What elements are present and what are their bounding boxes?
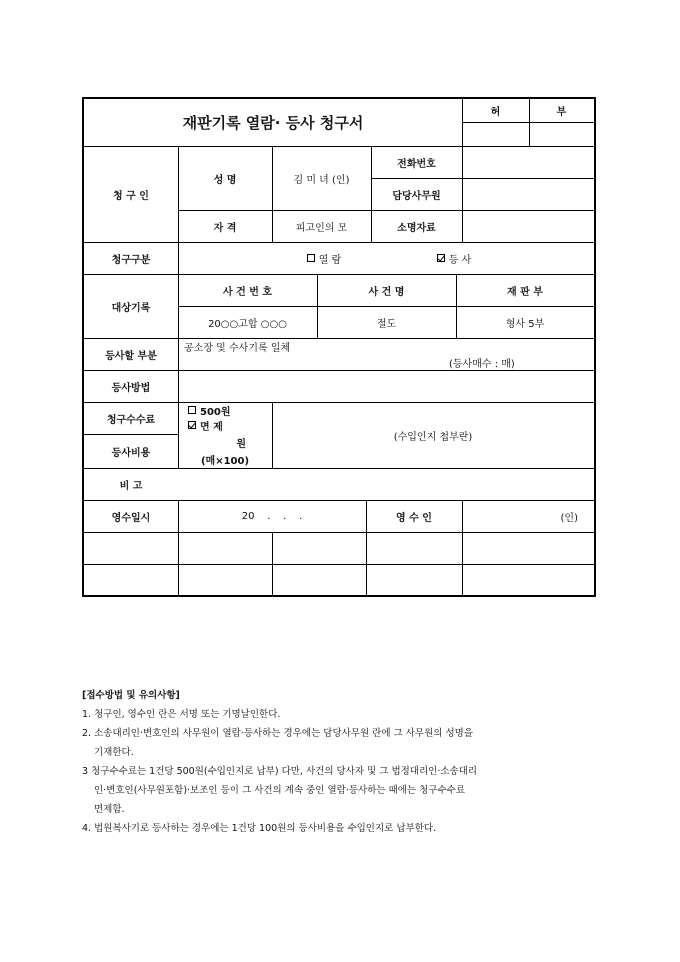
blank-cell[interactable]: [178, 532, 272, 564]
copy-part-label: 등사할 부분: [105, 350, 157, 362]
blank-cell[interactable]: [272, 564, 366, 595]
copy-pages-field[interactable]: (등사매수 : 매): [449, 358, 515, 370]
receiver-field[interactable]: (인): [560, 512, 578, 524]
notes-heading: [접수방법 및 유의사항]: [82, 690, 180, 701]
case-name-field[interactable]: 절도: [376, 318, 397, 330]
request-type-label: 청구구분: [111, 254, 151, 266]
clerk-label: 담당사무원: [392, 190, 441, 202]
won-label: 원: [236, 438, 246, 450]
case-no-field[interactable]: 20○○고합 ○○○: [208, 318, 287, 330]
formula-label: (매×100): [200, 455, 250, 467]
qualification-label: 자 격: [213, 222, 237, 234]
copy-part-field[interactable]: 공소장 및 수사기록 일체: [184, 342, 291, 354]
remarks-label: 비 고: [119, 480, 143, 492]
note-item: 3 청구수수료는 1건당 500원(수입인지로 납부) 다만, 사건의 당사자 및 그 법정대리인·소송대리: [82, 766, 478, 777]
name-field[interactable]: 김 미 녀 (인): [293, 174, 350, 186]
blank-cell[interactable]: [366, 564, 462, 595]
receiver-label: 영 수 인: [396, 512, 432, 524]
copy-checkbox[interactable]: [437, 254, 445, 262]
col-court: 재 판 부: [507, 286, 543, 298]
stamp-area: (수입인지 첩부란): [393, 431, 473, 443]
option-copy[interactable]: [419, 242, 489, 274]
col-case-name: 사 건 명: [368, 286, 405, 298]
qualification-field[interactable]: 피고인의 모: [295, 222, 348, 234]
fee-exempt-checkbox[interactable]: [188, 421, 196, 429]
evidence-field[interactable]: [462, 210, 594, 242]
form-title: 재판기록 열람· 등사 청구서: [182, 114, 364, 132]
note-item: 인·변호인(사무원포함)·보조인 등이 그 사건의 계속 중인 열람·등사하는 때에는 청구수수료: [94, 785, 466, 796]
blank-cell[interactable]: [366, 532, 462, 564]
receipt-date-label: 영수일시: [111, 512, 151, 524]
note-item: 면제함.: [94, 804, 125, 815]
clerk-field[interactable]: [462, 178, 594, 210]
note-item: 2. 소송대리인·변호인의 사무원이 열람·등사하는 경우에는 담당사무원 란에 그 사무원의 성명을: [82, 728, 474, 739]
blank-cell[interactable]: [84, 532, 178, 564]
blank-cell[interactable]: [462, 564, 594, 595]
phone-label: 전화번호: [397, 158, 436, 170]
note-item: 기재한다.: [94, 747, 134, 758]
option-view[interactable]: [284, 242, 364, 274]
copy-method-label: 등사방법: [111, 382, 151, 394]
fee-label: 청구수수료: [106, 414, 156, 426]
view-checkbox[interactable]: [307, 254, 315, 262]
approval-bu-field[interactable]: [529, 122, 594, 146]
copy-method-field[interactable]: [178, 370, 594, 402]
approval-heo-field[interactable]: [462, 122, 529, 146]
notes-section: [82, 686, 602, 838]
request-form: [82, 97, 596, 597]
evidence-label: 소명자료: [397, 222, 436, 234]
col-case-no: 사 건 번 호: [222, 286, 273, 298]
court-field[interactable]: 형사 5부: [505, 318, 545, 330]
blank-cell[interactable]: [84, 564, 178, 595]
fee-500-label: 500원: [200, 406, 231, 418]
blank-cell[interactable]: [178, 564, 272, 595]
target-label: 대상기록: [111, 302, 151, 314]
receipt-date-field[interactable]: 20 . . .: [241, 510, 303, 522]
approval-bu-label: 부: [556, 107, 567, 118]
copy-cost-label: 등사비용: [111, 447, 151, 459]
fee-exempt-label: 면 제: [200, 421, 223, 433]
name-label: 성 명: [213, 174, 237, 186]
fee-exempt-option[interactable]: [188, 418, 223, 432]
option-copy-label: 등 사: [448, 254, 472, 266]
remarks-field[interactable]: [178, 468, 594, 500]
option-view-label: 열 람: [318, 254, 342, 266]
phone-field[interactable]: [462, 146, 594, 178]
claimant-label: 청 구 인: [113, 190, 149, 202]
fee-500-checkbox[interactable]: [188, 406, 196, 414]
note-item: 1. 청구인, 영수인 란은 서명 또는 기명날인한다.: [82, 709, 281, 720]
note-item: 4. 법원복사기로 등사하는 경우에는 1건당 100원의 등사비용을 수입인지로 납부한다.: [82, 823, 437, 834]
blank-cell[interactable]: [272, 532, 366, 564]
blank-cell[interactable]: [462, 532, 594, 564]
fee-500-option[interactable]: [188, 403, 231, 417]
approval-heo-label: 허: [490, 107, 501, 118]
